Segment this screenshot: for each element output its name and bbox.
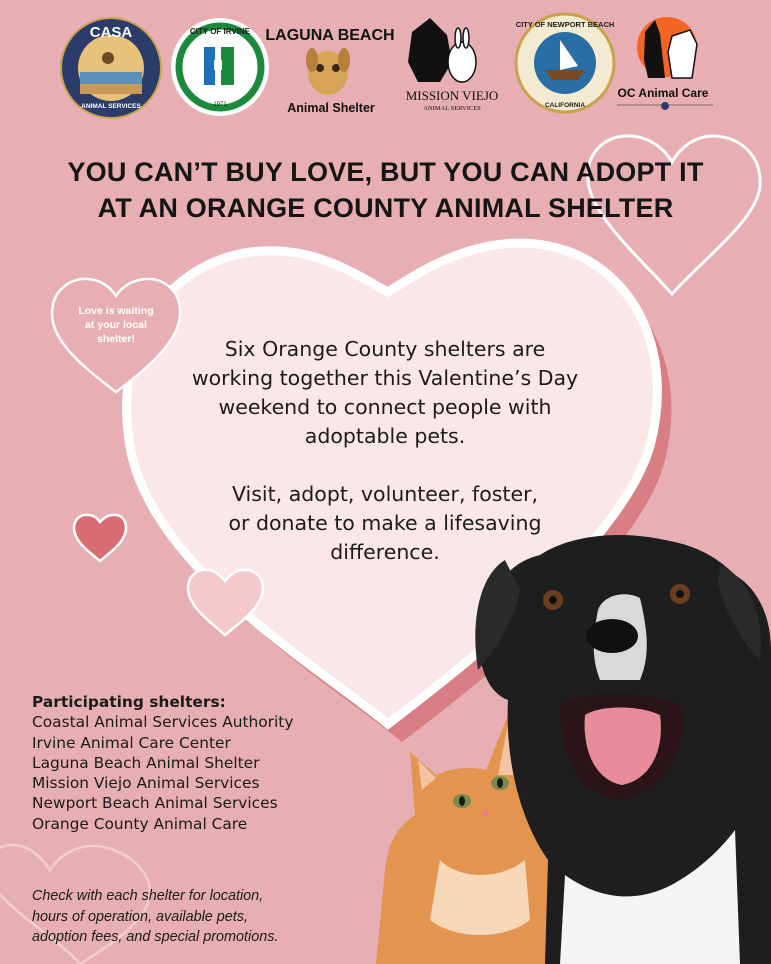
irvine-logo-year: 1971 bbox=[213, 102, 227, 108]
disclaimer-line: hours of operation, available pets, bbox=[32, 908, 249, 925]
disclaimer-line: Check with each shelter for location, bbox=[32, 888, 264, 904]
shelter-item: Newport Beach Animal Services bbox=[32, 794, 278, 813]
shelters-title: Participating shelters: bbox=[32, 693, 226, 711]
shelter-item: Irvine Animal Care Center bbox=[32, 733, 231, 752]
small-heart-line-3: shelter! bbox=[97, 333, 135, 345]
irvine-logo-ring-text: CITY OF IRVINE bbox=[189, 27, 251, 36]
participating-shelters bbox=[32, 692, 392, 834]
shelter-item: Orange County Animal Care bbox=[32, 814, 248, 833]
main-message-line: working together this Valentine’s Day bbox=[191, 366, 579, 390]
mission-viejo-logo-name: MISSION VIEJO bbox=[405, 88, 499, 103]
headline-line-1: YOU CAN’T BUY LOVE, BUT YOU CAN ADOPT IT bbox=[67, 157, 704, 187]
main-message-line: Visit, adopt, volunteer, foster, bbox=[231, 482, 539, 506]
mission-viejo-logo-sub: ANIMAL SERVICES bbox=[423, 105, 481, 112]
newport-logo-state: CALIFORNIA bbox=[544, 102, 586, 109]
main-message-line: weekend to connect people with bbox=[218, 395, 552, 419]
laguna-logo-top-text: LAGUNA BEACH bbox=[265, 27, 395, 44]
disclaimer bbox=[32, 886, 362, 948]
casa-logo-top-text: CASA bbox=[89, 24, 133, 41]
shelter-item: Coastal Animal Services Authority bbox=[32, 713, 294, 732]
shelter-item: Mission Viejo Animal Services bbox=[32, 774, 260, 793]
main-message-line: difference. bbox=[330, 540, 440, 564]
casa-logo-bottom-text: ANIMAL SERVICES bbox=[81, 103, 141, 110]
oc-logo-name: OC Animal Care bbox=[617, 86, 709, 100]
main-message-line: adoptable pets. bbox=[304, 424, 466, 448]
disclaimer-line: adoption fees, and special promotions. bbox=[32, 929, 279, 945]
headline-line-2: AT AN ORANGE COUNTY ANIMAL SHELTER bbox=[97, 193, 674, 223]
small-heart-line-2: at your local bbox=[85, 319, 147, 331]
main-message-line: Six Orange County shelters are bbox=[224, 337, 546, 361]
shelters-list bbox=[32, 712, 392, 834]
newport-logo-ring-text: CITY OF NEWPORT BEACH bbox=[515, 20, 615, 29]
laguna-logo-bottom-text: Animal Shelter bbox=[287, 101, 375, 115]
main-message-line: or donate to make a lifesaving bbox=[228, 511, 542, 535]
shelter-item: Laguna Beach Animal Shelter bbox=[32, 753, 260, 772]
small-heart-line-1: Love is waiting bbox=[78, 305, 154, 317]
